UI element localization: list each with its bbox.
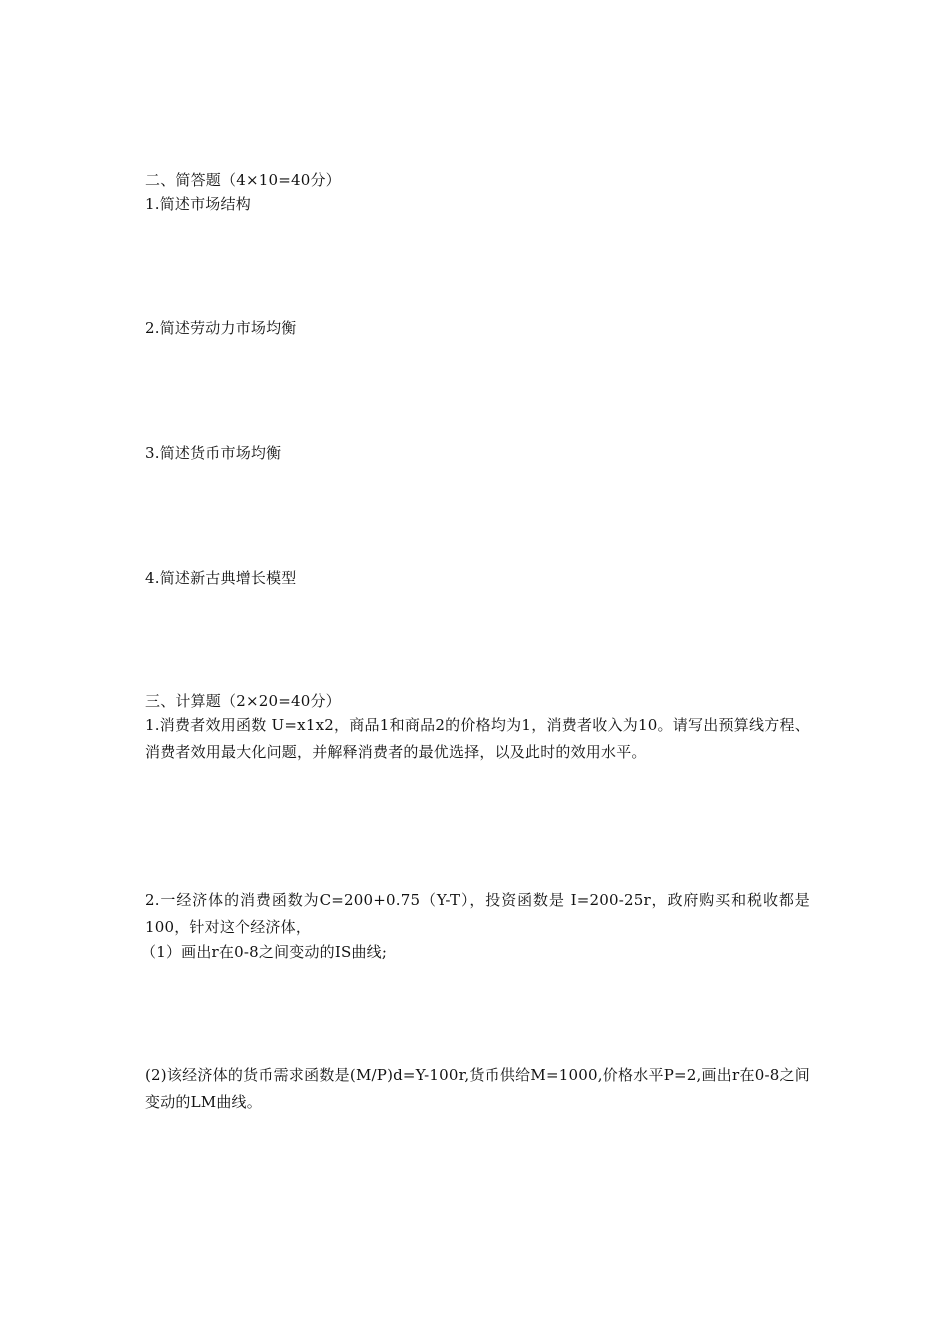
question-3-2-part-1: （1）画出r在0-8之间变动的IS曲线; xyxy=(141,943,388,961)
section-2-heading: 二、简答题（4×10=40分） xyxy=(145,171,341,189)
question-2-1: 1.简述市场结构 xyxy=(145,195,251,213)
question-3-1: 1.消费者效用函数 U=x1x2，商品1和商品2的价格均为1，消费者收入为10。请写出预算线方程、消费者效用最大化问题，并解释消费者的最优选择，以及此时的效用水平。 xyxy=(145,716,810,761)
question-3-2-part-2: (2)该经济体的货币需求函数是(M/P)d=Y-100r,货币供给M=1000,价格水平P=2,画出r在0-8之间变动的LM曲线。 xyxy=(145,1066,810,1111)
section-3-heading: 三、计算题（2×20=40分） xyxy=(145,692,341,710)
question-2-4: 4.简述新古典增长模型 xyxy=(145,569,297,587)
question-3-2-intro: 2.一经济体的消费函数为C=200+0.75（Y-T），投资函数是 I=200-25r，政府购买和税收都是100，针对这个经济体， xyxy=(145,891,810,936)
question-2-3: 3.简述货币市场均衡 xyxy=(145,444,282,462)
question-2-2: 2.简述劳动力市场均衡 xyxy=(145,319,297,337)
